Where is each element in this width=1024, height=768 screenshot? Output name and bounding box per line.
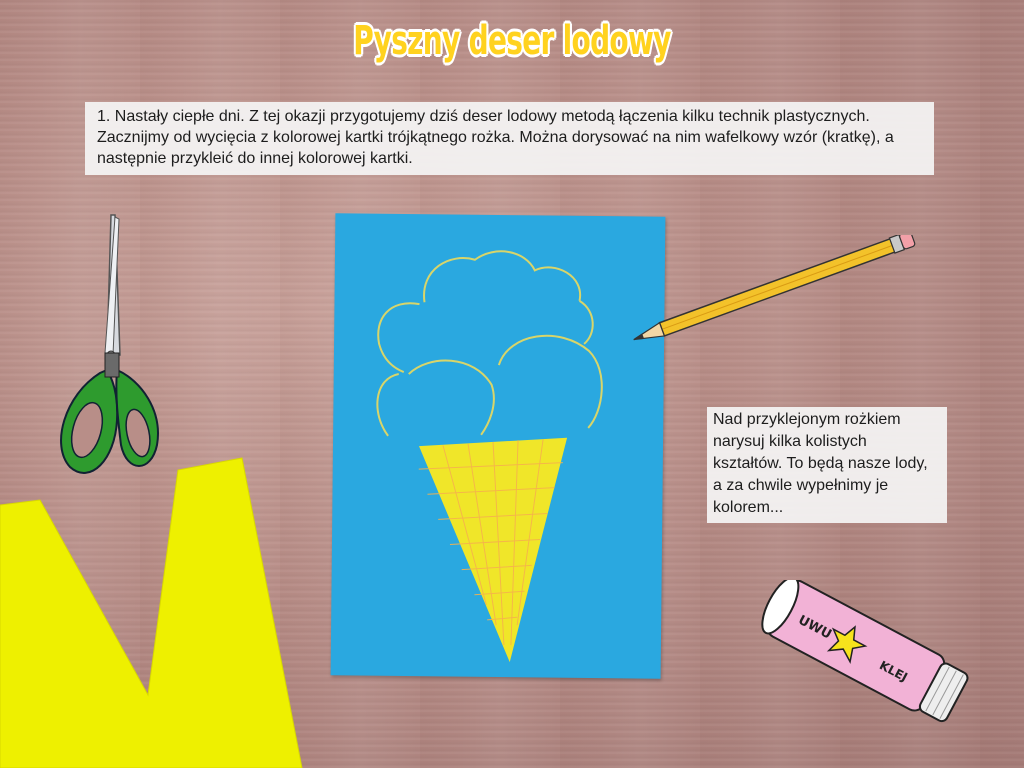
page-title: Pyszny deser lodowy xyxy=(353,18,671,64)
pencil-icon xyxy=(620,235,925,345)
hint-text: Nad przyklejonym rożkiem narysuj kilka kolistych kształtów. To będą nasze lody, a za chwile wypełnimy je kolorem... xyxy=(707,407,947,523)
instruction-text: 1. Nastały ciepłe dni. Z tej okazji przygotujemy dziś deser lodowy metodą łączenia kilku technik plastycznych. Zacznijmy od wycięcia z kolorowej kartki trójkątnego rożka. Można dorysować na nim wafelkowy wzór (kratkę), a następnie przykleić do innej kolorowej kartki. xyxy=(85,102,934,175)
yellow-paper-cutout xyxy=(0,455,310,768)
blue-paper-card xyxy=(331,213,666,678)
glue-stick-brand: UWU xyxy=(795,612,834,643)
glue-stick-label: KLEJ xyxy=(877,658,910,685)
glue-stick-icon xyxy=(745,580,985,730)
ice-cream-drawing xyxy=(331,213,666,678)
scissors-icon xyxy=(45,205,175,485)
